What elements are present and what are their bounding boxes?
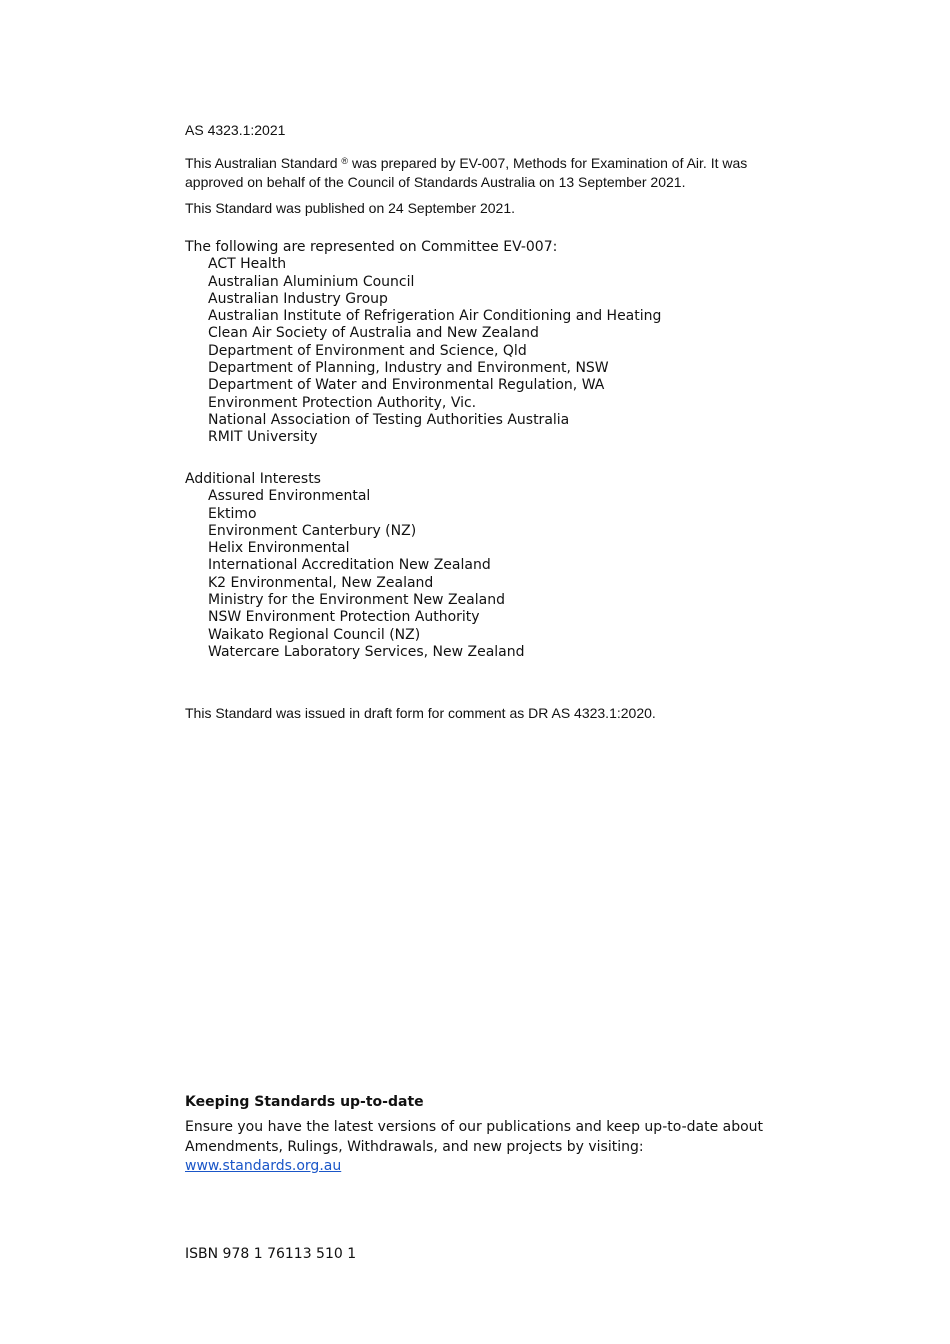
standard-id: AS 4323.1:2021 (185, 122, 286, 138)
additional-interests-heading: Additional Interests (185, 471, 321, 487)
committee-member: Australian Institute of Refrigeration Air Conditioning and Heating (208, 308, 662, 325)
additional-interest: Waikato Regional Council (NZ) (208, 626, 421, 643)
additional-interest: Watercare Laboratory Services, New Zealand (208, 643, 525, 660)
committee-member: Environment Protection Authority, Vic. (208, 394, 477, 411)
committee-member: Australian Aluminium Council (208, 273, 415, 290)
draft-note: This Standard was issued in draft form for comment as DR AS 4323.1:2020. (185, 705, 656, 721)
keeping-up-to-date-body: Ensure you have the latest versions of our publications and keep up-to-date about Amendments, Rulings, Withdrawals, and new projects by visiting: (185, 1119, 764, 1155)
published-statement: This Standard was published on 24 September 2021. (185, 200, 515, 216)
isbn: ISBN 978 1 76113 510 1 (185, 1246, 357, 1262)
committee-member: National Association of Testing Authorities Australia (208, 411, 570, 428)
committee-member: Department of Planning, Industry and Environment, NSW (208, 360, 609, 377)
additional-interest: NSW Environment Protection Authority (208, 609, 480, 626)
committee-member: Department of Water and Environmental Regulation, WA (208, 377, 605, 394)
keeping-up-to-date-text (185, 1118, 785, 1177)
additional-interest: Ministry for the Environment New Zealand (208, 592, 505, 609)
keeping-up-to-date-title: Keeping Standards up-to-date (185, 1094, 424, 1110)
committee-section (185, 239, 661, 447)
prepared-text-start: This Australian Standard (185, 155, 342, 171)
registered-mark: ® (341, 156, 349, 166)
committee-member: Department of Environment and Science, Qld (208, 342, 527, 359)
additional-interest: Ektimo (208, 505, 257, 522)
prepared-statement (185, 154, 775, 192)
committee-member: RMIT University (208, 429, 318, 446)
committee-heading: The following are represented on Committee EV-007: (185, 239, 558, 255)
additional-interests-list (185, 488, 525, 661)
committee-member: Clean Air Society of Australia and New Zealand (208, 325, 539, 342)
additional-interest: International Accreditation New Zealand (208, 557, 491, 574)
additional-interest: K2 Environmental, New Zealand (208, 574, 434, 591)
committee-list (185, 256, 661, 446)
additional-interest: Assured Environmental (208, 488, 371, 505)
additional-interest: Helix Environmental (208, 540, 350, 557)
standards-website-link[interactable]: www.standards.org.au (185, 1158, 342, 1174)
additional-interest: Environment Canterbury (NZ) (208, 522, 417, 539)
committee-member: Australian Industry Group (208, 290, 388, 307)
additional-interests-section (185, 471, 525, 661)
prepared-text-end: was prepared by EV-007, Methods for Examination of Air. It was approved on behalf of the Council of Standards Australia on 13 September 2021. (185, 155, 748, 190)
committee-member: ACT Health (208, 256, 287, 273)
